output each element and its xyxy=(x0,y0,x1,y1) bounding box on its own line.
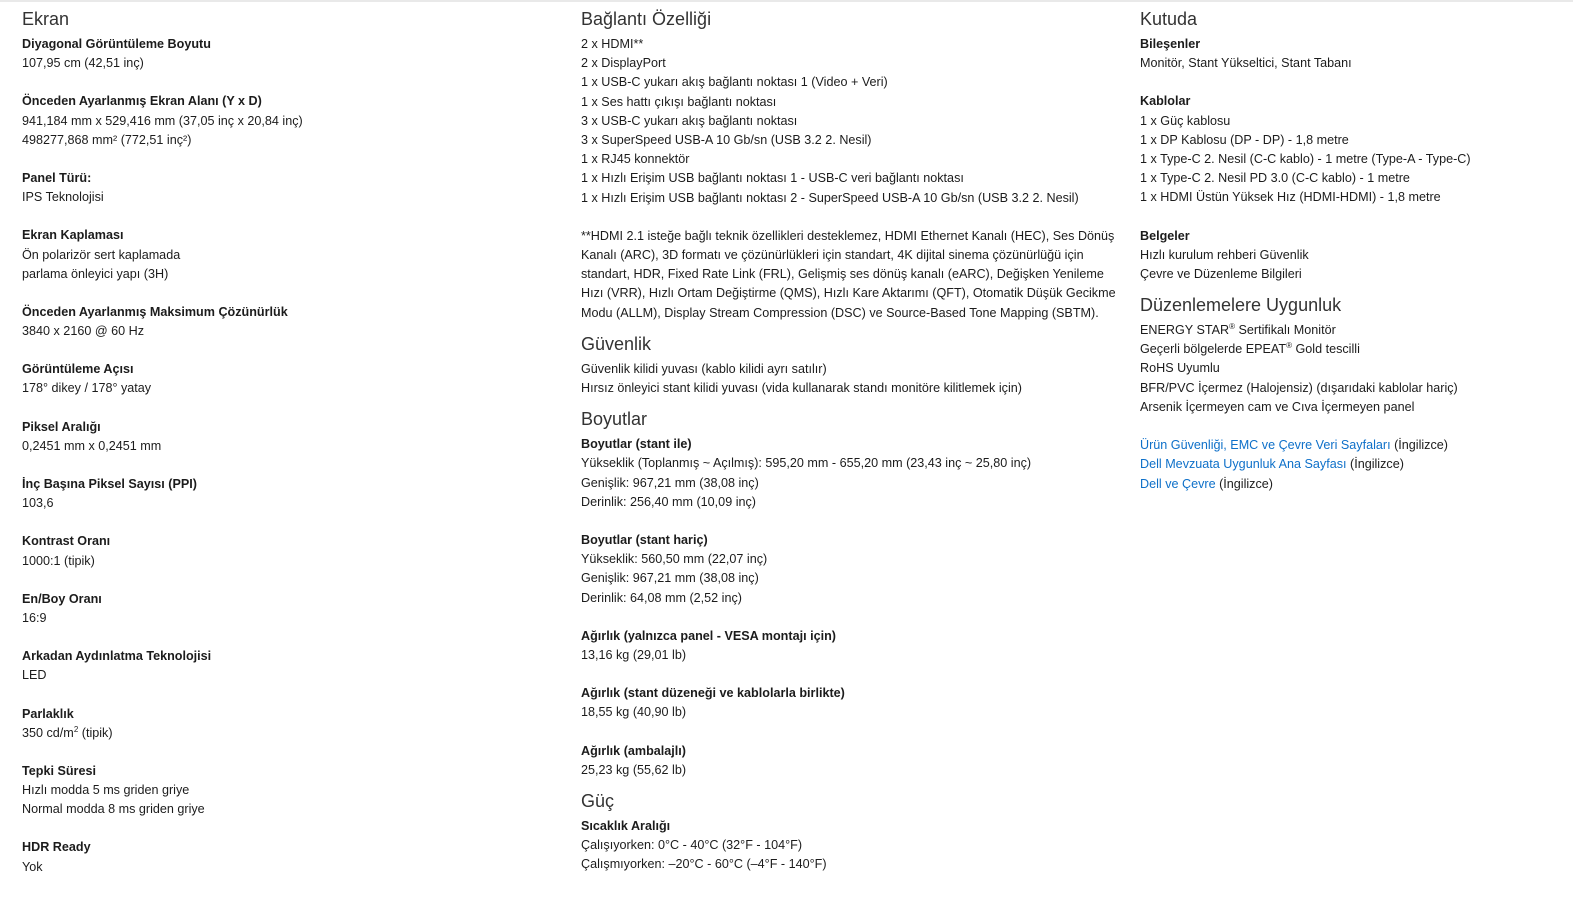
section-title-compliance: Düzenlemelere Uygunluk xyxy=(1140,295,1342,316)
spec-label: Kontrast Oranı xyxy=(22,534,111,549)
spec-value: Hızlı kurulum rehberi Güvenlik xyxy=(1140,247,1309,262)
section-title-in-box: Kutuda xyxy=(1140,9,1198,29)
section-title-power: Güç xyxy=(581,790,615,811)
spec-item xyxy=(1140,227,1565,285)
spec-value: 1 x Type-C 2. Nesil PD 3.0 (C-C kablo) - 1 metre xyxy=(1140,171,1410,186)
compliance-link-row xyxy=(1140,455,1565,474)
spec-item xyxy=(22,590,542,628)
list-item: 2 x HDMI** xyxy=(581,37,644,51)
list-item: Hırsız önleyici stant kilidi yuvası (vida kullanarak standı monitöre kilitlemek için) xyxy=(581,381,1022,396)
spec-item xyxy=(581,531,1121,608)
list-item: 2 x DisplayPort xyxy=(581,56,666,71)
spec-label: Önceden Ayarlanmış Maksimum Çözünürlük xyxy=(22,304,288,319)
list-item: 1 x USB-C yukarı akış bağlantı noktası 1 (Video + Veri) xyxy=(581,75,888,90)
compliance-list xyxy=(1140,359,1565,417)
spec-item xyxy=(22,475,542,513)
section-title-connectivity: Bağlantı Özelliği xyxy=(581,9,712,29)
spec-value: Monitör, Stant Yükseltici, Stant Tabanı xyxy=(1140,56,1352,71)
spec-label: Belgeler xyxy=(1140,228,1190,243)
spec-label: Tepki Süresi xyxy=(22,763,96,778)
spec-label: Sıcaklık Aralığı xyxy=(581,818,671,833)
spec-item xyxy=(1140,35,1565,73)
section-title-display: Ekran xyxy=(22,9,70,29)
spec-value: 1 x Güç kablosu xyxy=(1140,113,1231,128)
connectivity-list xyxy=(581,35,1121,208)
spec-item xyxy=(581,742,1121,780)
spec-value: 25,23 kg (55,62 lb) xyxy=(581,762,687,777)
spec-value: 107,95 cm (42,51 inç) xyxy=(22,56,144,71)
spec-value: 498277,868 mm² (772,51 inç²) xyxy=(22,132,192,147)
spec-value: Çalışıyorken: 0°C - 40°C (32°F - 104°F) xyxy=(581,838,803,853)
spec-item xyxy=(581,435,1121,512)
energy-star-line: ENERGY STAR® Sertifikalı Monitör xyxy=(1140,322,1336,338)
section-title-security: Güvenlik xyxy=(581,333,652,354)
spec-label: Görüntüleme Açısı xyxy=(22,362,134,377)
hdmi-footnote: **HDMI 2.1 isteğe bağlı teknik özellikleri desteklemez, HDMI Ethernet Kanalı (HEC), Ses Dönüş Kanalı (ARC), 3D formatı ve çözünürlükleri için standart, 4K dijital sinema çözünürlüğü için standart, HDR, Fixed Rate Link (FRL), Gelişmiş ses dönüş kanalı (eARC), Değişken Yenileme Hızı (VRR), Hızlı Ortam Değiştirme (QMS), Hızlı Kare Aktarımı (QFT), Otomatik Düşük Gecikme Modu (ALLM), Display Stream Compression (DSC) ve Source-Based Tone Mapping (SBTM). xyxy=(581,228,1116,320)
spec-label: Parlaklık xyxy=(22,706,74,721)
list-item: Güvenlik kilidi yuvası (kablo kilidi ayrı satılır) xyxy=(581,361,827,376)
spec-value: 103,6 xyxy=(22,496,54,511)
language-note: (İngilizce) xyxy=(1390,438,1448,453)
in-box-column xyxy=(1140,8,1565,494)
spec-item xyxy=(22,418,542,456)
spec-value: Hızlı modda 5 ms griden griye xyxy=(22,783,190,798)
spec-value: 350 $cd/m^2$ (tipik) xyxy=(22,724,113,740)
spec-value: 941,184 mm x 529,416 mm (37,05 inç x 20,84 inç) xyxy=(22,113,303,128)
spec-label: Boyutlar (stant hariç) xyxy=(581,533,708,548)
spec-label: Ağırlık (yalnızca panel - VESA montajı için) xyxy=(581,628,836,643)
connectivity-column xyxy=(581,8,1121,893)
spec-item xyxy=(22,226,542,284)
compliance-link-row xyxy=(1140,436,1565,455)
list-item: BFR/PVC İçermez (Halojensiz) (dışarıdaki kablolar hariç) xyxy=(1140,380,1458,395)
spec-value: Normal modda 8 ms griden griye xyxy=(22,802,205,817)
spec-item xyxy=(581,817,1121,875)
spec-item xyxy=(22,762,542,820)
spec-value: Çevre ve Düzenleme Bilgileri xyxy=(1140,266,1302,281)
spec-label: Bileşenler xyxy=(1140,37,1201,51)
spec-label: Kablolar xyxy=(1140,94,1191,109)
spec-label: Ekran Kaplaması xyxy=(22,228,124,243)
spec-value: 13,16 kg (29,01 lb) xyxy=(581,647,687,662)
spec-value: 3840 x 2160 @ 60 Hz xyxy=(22,324,145,339)
spec-value: Genişlik: 967,21 mm (38,08 inç) xyxy=(581,475,759,490)
security-list xyxy=(581,360,1121,398)
spec-item xyxy=(22,532,542,570)
epeat-line: Geçerli bölgelerde EPEAT® Gold tescilli xyxy=(1140,341,1360,357)
spec-value: 1 x DP Kablosu (DP - DP) - 1,8 metre xyxy=(1140,132,1349,147)
spec-item xyxy=(22,838,542,876)
spec-value: 1 x HDMI Üstün Yüksek Hız (HDMI-HDMI) - 1,8 metre xyxy=(1140,190,1441,205)
spec-label: Önceden Ayarlanmış Ekran Alanı (Y x D) xyxy=(22,94,262,109)
compliance-link[interactable]: Dell Mevzuata Uygunluk Ana Sayfası xyxy=(1140,457,1347,472)
display-specs xyxy=(22,35,542,877)
spec-value: LED xyxy=(22,668,47,683)
spec-value: Ön polarizör sert kaplamada xyxy=(22,247,181,262)
compliance-link[interactable]: Ürün Güvenliği, EMC ve Çevre Veri Sayfaları xyxy=(1140,438,1391,453)
spec-value: Derinlik: 256,40 mm (10,09 inç) xyxy=(581,494,756,509)
list-item: 1 x Hızlı Erişim USB bağlantı noktası 1 - USB-C veri bağlantı noktası xyxy=(581,171,964,186)
spec-item xyxy=(1140,92,1565,207)
list-item: RoHS Uyumlu xyxy=(1140,361,1220,376)
compliance-link[interactable]: Dell ve Çevre xyxy=(1140,476,1216,491)
list-item: 1 x Hızlı Erişim USB bağlantı noktası 2 - SuperSpeed USB-A 10 Gb/sn (USB 3.2 2. Nesil) xyxy=(581,190,1079,205)
spec-item xyxy=(22,647,542,685)
spec-value: Çalışmıyorken: –20°C - 60°C (–4°F - 140°F) xyxy=(581,857,827,872)
spec-label: Ağırlık (ambalajlı) xyxy=(581,743,686,758)
compliance-links xyxy=(1140,436,1565,494)
list-item: Arsenik İçermeyen cam ve Cıva İçermeyen panel xyxy=(1140,399,1415,414)
spec-item xyxy=(22,360,542,398)
spec-value: 0,2451 mm x 0,2451 mm xyxy=(22,438,162,453)
language-note: (İngilizce) xyxy=(1346,457,1404,472)
list-item: 3 x SuperSpeed USB-A 10 Gb/sn (USB 3.2 2. Nesil) xyxy=(581,132,872,147)
display-column xyxy=(22,8,542,896)
spec-label: Arkadan Aydınlatma Teknolojisi xyxy=(22,649,212,664)
spec-value: 1000:1 (tipik) xyxy=(22,553,95,568)
spec-label: Ağırlık (stant düzeneği ve kablolarla birlikte) xyxy=(581,686,845,701)
spec-item xyxy=(22,92,542,150)
spec-item xyxy=(22,169,542,207)
spec-value: Yükseklik: 560,50 mm (22,07 inç) xyxy=(581,552,768,567)
spec-label: Panel Türü: xyxy=(22,170,92,185)
spec-value: parlama önleyici yapı (3H) xyxy=(22,266,169,281)
spec-label: En/Boy Oranı xyxy=(22,591,102,606)
spec-label: Diyagonal Görüntüleme Boyutu xyxy=(22,37,211,51)
list-item: 1 x Ses hattı çıkışı bağlantı noktası xyxy=(581,94,777,109)
dimensions-specs xyxy=(581,435,1121,780)
in-box-specs xyxy=(1140,35,1565,284)
spec-label: Boyutlar (stant ile) xyxy=(581,437,692,452)
spec-value: Genişlik: 967,21 mm (38,08 inç) xyxy=(581,571,759,586)
spec-item xyxy=(22,35,542,73)
spec-value: 16:9 xyxy=(22,610,47,625)
language-note: (İngilizce) xyxy=(1215,476,1273,491)
spec-item xyxy=(581,684,1121,722)
spec-label: Piksel Aralığı xyxy=(22,419,101,434)
spec-value: 1 x Type-C 2. Nesil (C-C kablo) - 1 metre (Type-A - Type-C) xyxy=(1140,151,1471,166)
list-item: 3 x USB-C yukarı akış bağlantı noktası xyxy=(581,113,798,128)
spec-value: Yükseklik (Toplanmış ~ Açılmış): 595,20 mm - 655,20 mm (23,43 inç ~ 25,80 inç) xyxy=(581,456,1032,471)
spec-value: Derinlik: 64,08 mm (2,52 inç) xyxy=(581,590,742,605)
spec-value: Yok xyxy=(22,859,43,874)
power-specs xyxy=(581,817,1121,875)
section-title-dimensions: Boyutlar xyxy=(581,409,648,430)
spec-value: IPS Teknolojisi xyxy=(22,190,104,205)
top-divider xyxy=(0,0,1573,2)
spec-item xyxy=(22,705,542,743)
spec-label: HDR Ready xyxy=(22,840,91,855)
spec-value: 178° dikey / 178° yatay xyxy=(22,381,152,396)
spec-label: İnç Başına Piksel Sayısı (PPI) xyxy=(22,477,197,491)
spec-value: 18,55 kg (40,90 lb) xyxy=(581,705,687,720)
list-item: 1 x RJ45 konnektör xyxy=(581,152,690,167)
spec-item xyxy=(22,303,542,341)
compliance-link-row xyxy=(1140,475,1565,494)
spec-item xyxy=(581,627,1121,665)
